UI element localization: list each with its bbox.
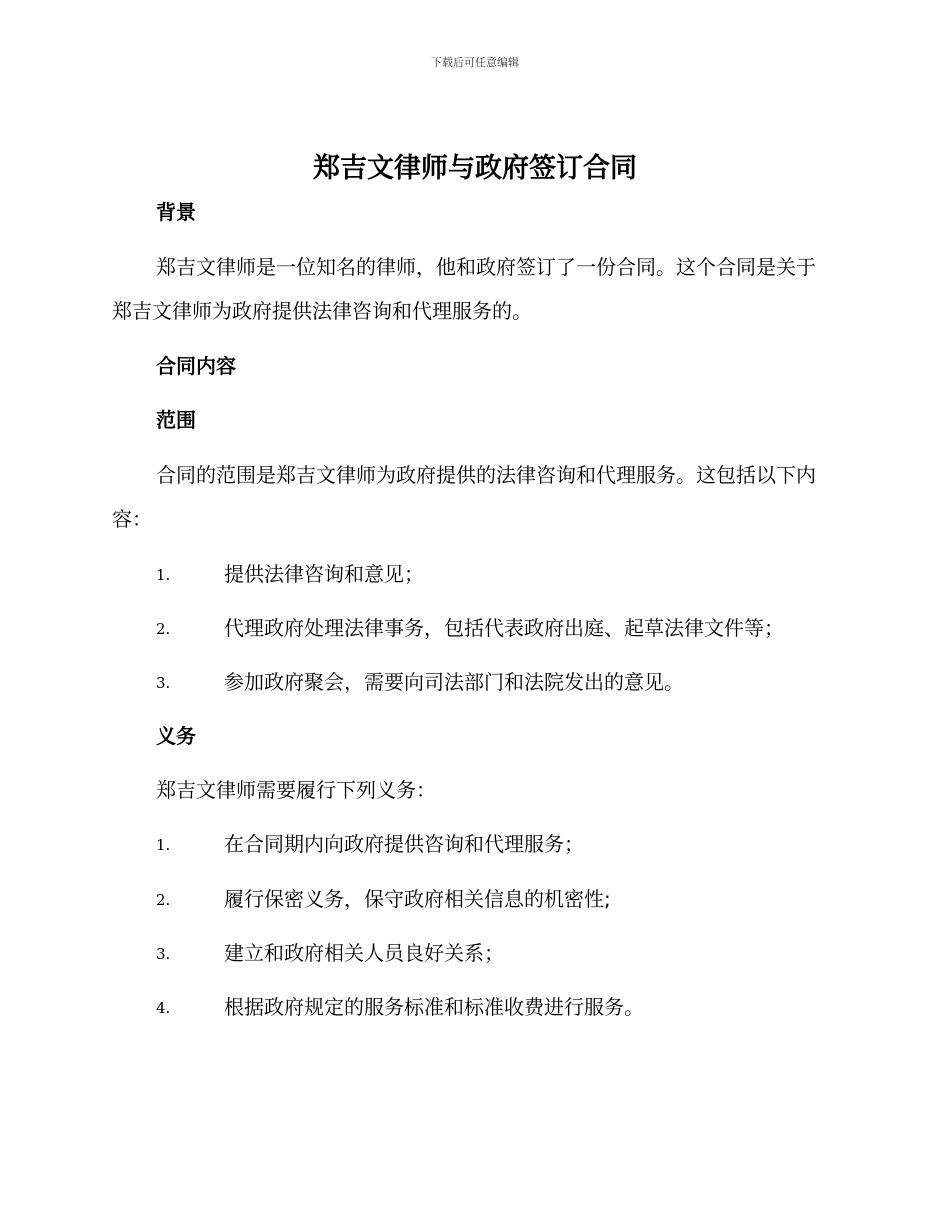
scope-list-item [156,560,846,588]
list-text: 参加政府聚会，需要向司法部门和法院发出的意见。 [224,670,684,694]
list-number: 1. [156,836,171,854]
list-text: 提供法律咨询和意见； [224,562,424,586]
list-text: 在合同期内向政府提供咨询和代理服务； [224,832,584,856]
list-text: 代理政府处理法律事务，包括代表政府出庭、起草法律文件等； [224,616,784,640]
list-number: 1. [156,566,171,584]
list-text: 建立和政府相关人员良好关系； [224,941,504,965]
obligations-list-item [156,993,846,1021]
section-heading-contract-content: 合同内容 [156,354,236,378]
scope-list-item [156,668,846,696]
obligations-list-item [156,939,846,967]
list-number: 3. [156,674,171,692]
section-heading-background: 背景 [156,200,196,224]
obligations-intro: 郑吉文律师需要履行下列义务： [156,778,436,802]
list-text: 根据政府规定的服务标准和标准收费进行服务。 [224,995,644,1019]
scope-list-item [156,614,846,642]
list-number: 4. [156,999,171,1017]
section-heading-obligations: 义务 [156,724,196,748]
list-number: 3. [156,945,171,963]
header-note: 下载后可任意编辑 [431,56,519,69]
document-title: 郑吉文律师与政府签订合同 [313,153,637,184]
list-text: 履行保密义务，保守政府相关信息的机密性; [224,887,611,911]
obligations-list-item [156,885,846,913]
list-number: 2. [156,620,171,638]
scope-paragraph: 合同的范围是郑吉文律师为政府提供的法律咨询和代理服务。这包括以下内容： [112,463,816,531]
obligations-list-item [156,830,846,858]
background-paragraph: 郑吉文律师是一位知名的律师，他和政府签订了一份合同。这个合同是关于郑吉文律师为政府提供法律咨询和代理服务的。 [112,255,816,323]
section-heading-scope: 范围 [156,408,196,432]
list-number: 2. [156,891,171,909]
